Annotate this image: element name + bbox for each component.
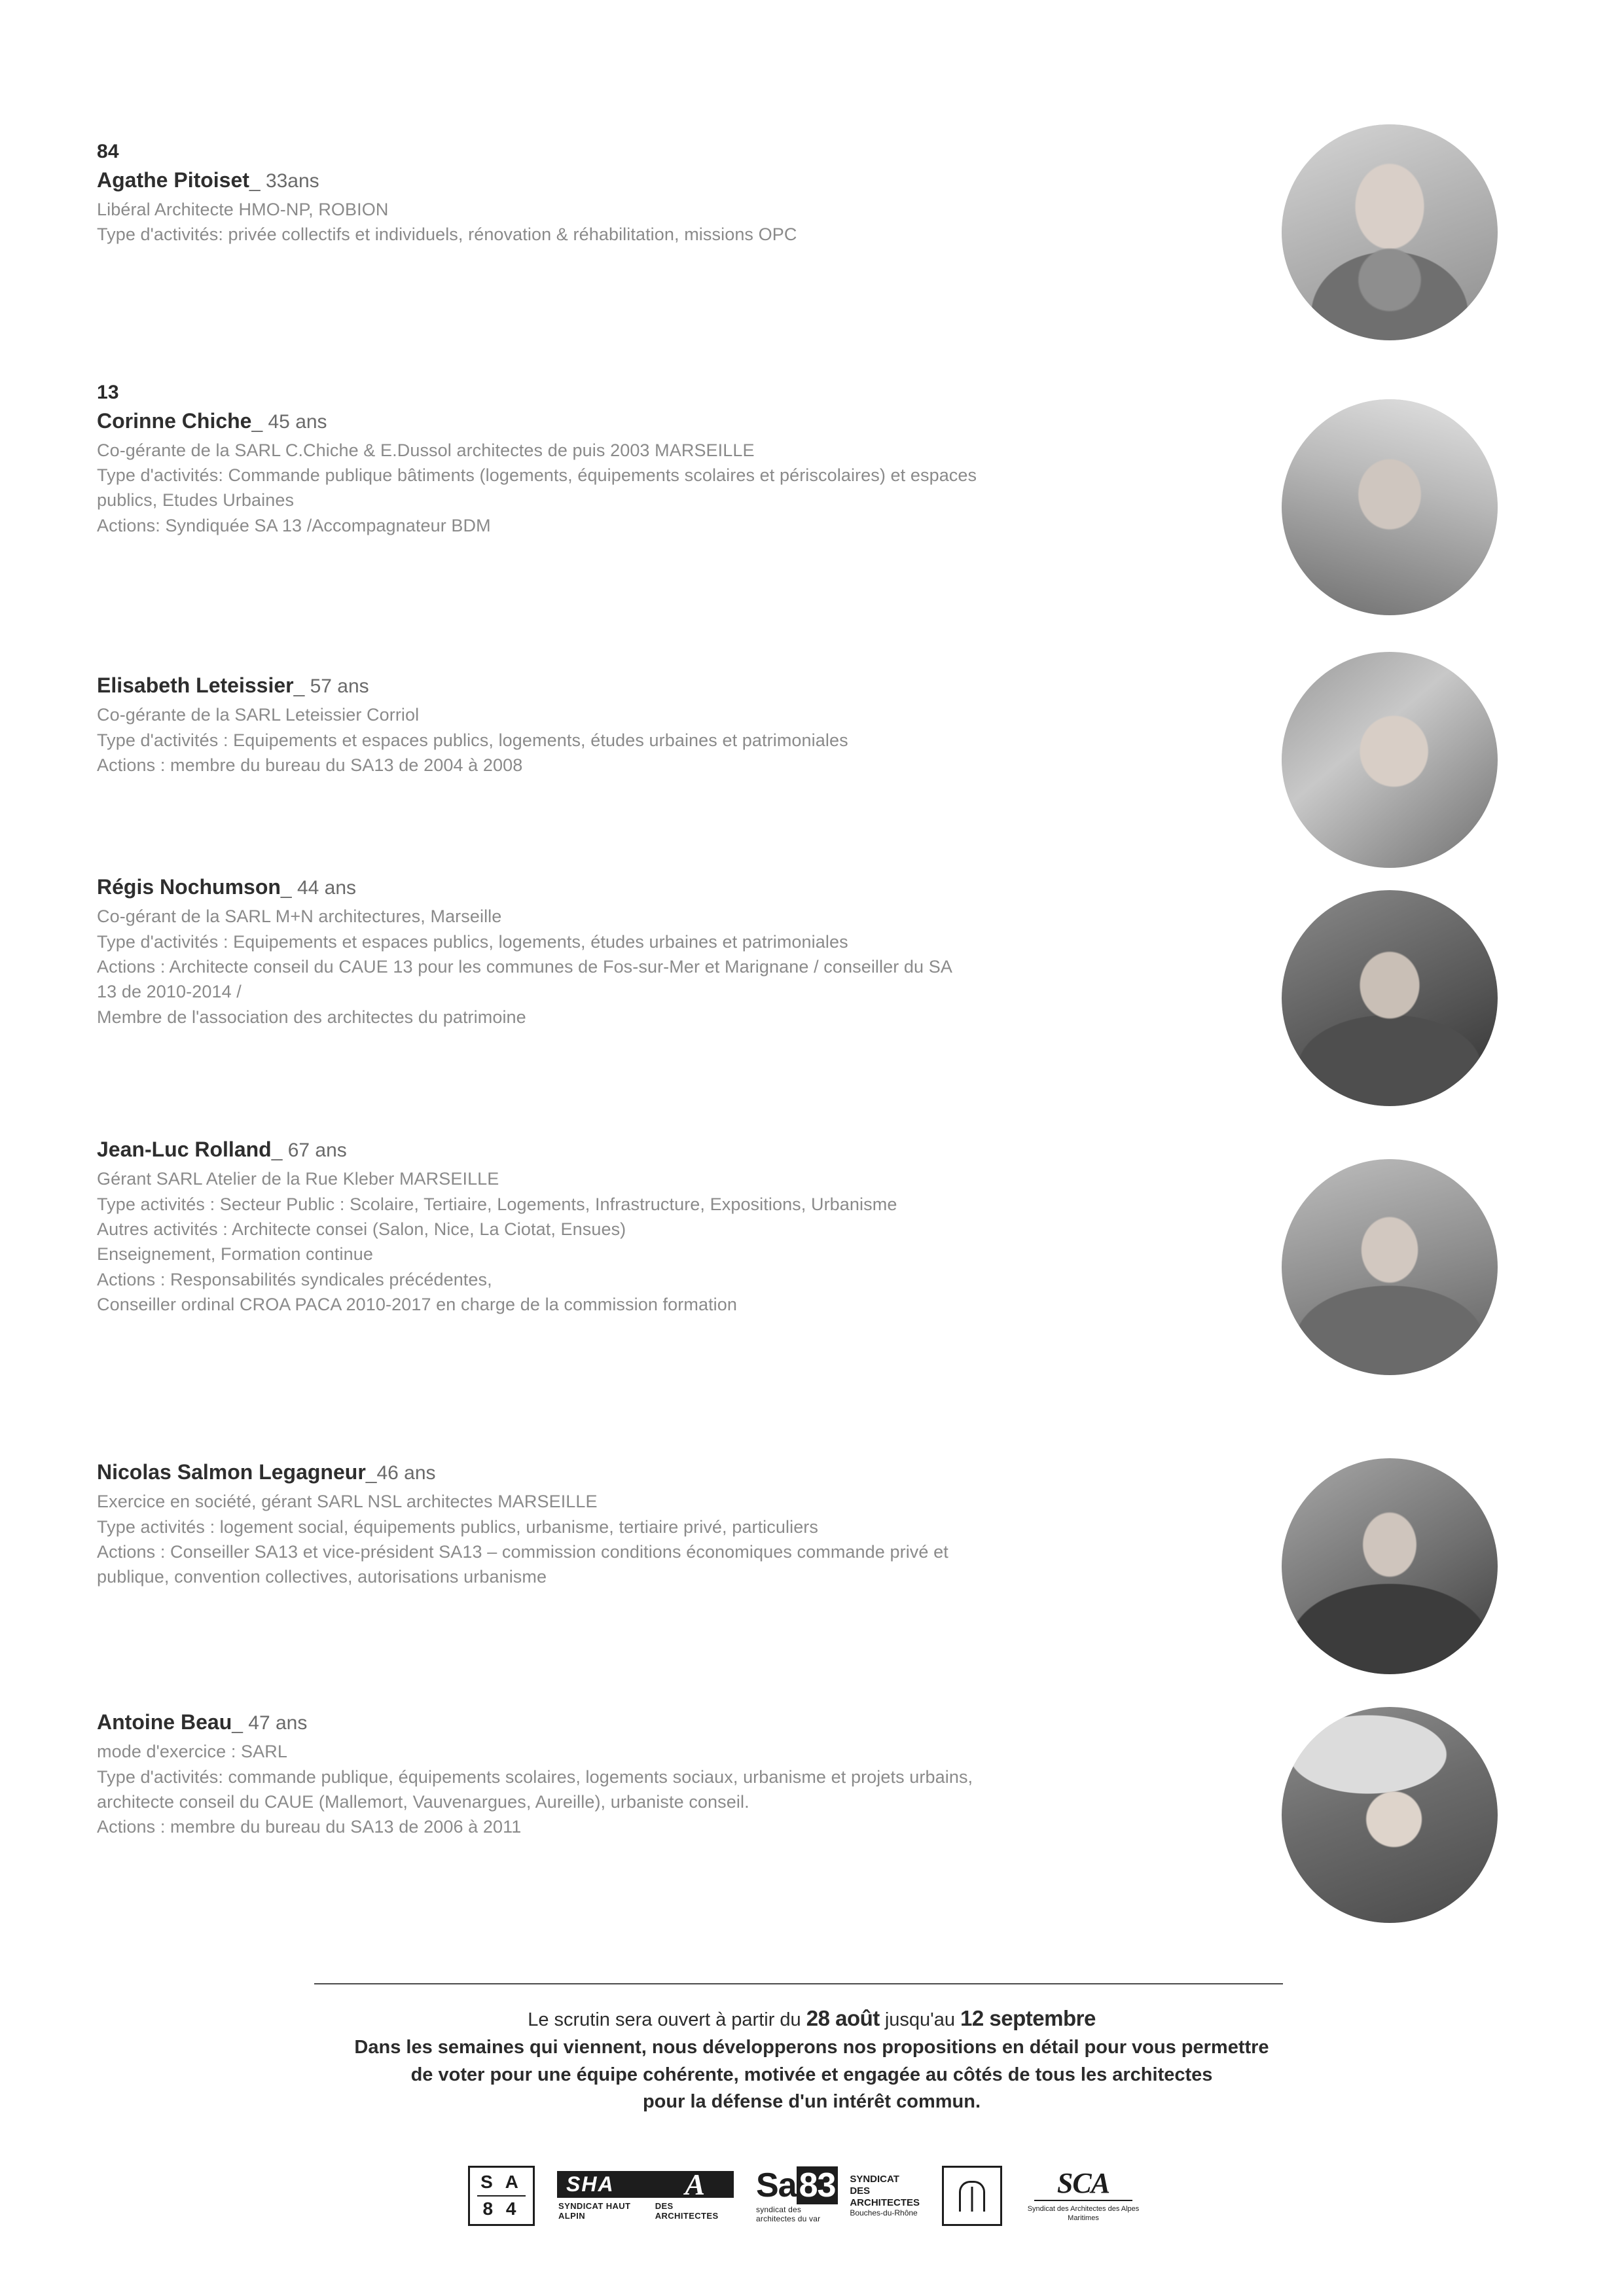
candidate-age: _ 44 ans [280,877,357,899]
candidate-text [97,672,1249,778]
candidate-detail-line: Enseignement, Formation continue [97,1244,373,1265]
portrait-corinne-chiche [1282,399,1498,615]
candidate-detail-line: Gérant SARL Atelier de la Rue Kleber MARSEILLE [97,1169,499,1189]
candidate-name-text: Jean-Luc Rolland [97,1138,272,1161]
candidate-name-text: Régis Nochumson [97,875,281,899]
footer-line1-pre: Le scrutin sera ouvert à partir du [528,2009,806,2030]
logo-sa13-words-mid: ARCHITECTES [850,2197,920,2208]
candidate-detail-line: Autres activités : Architecte consei (Salon, Nice, La Ciotat, Ensues) [97,1219,626,1239]
candidate-detail-line: Actions : Responsabilités syndicales précédentes, [97,1269,492,1289]
logo-sha-a-glyph: A [685,2168,706,2201]
logo-sa13-mark [756,2168,838,2202]
logo-sha-sub-left: SYNDICAT HAUT ALPIN [558,2201,631,2221]
logo-sa84-rule [477,2195,526,2197]
candidate-text [97,1458,1249,1590]
candidate-detail-line: Co-gérant de la SARL M+N architectures, Marseille [97,906,502,927]
candidate-age: _ 47 ans [232,1712,308,1734]
candidate-age: _ 67 ans [271,1139,347,1161]
candidate-detail-line: Type activités : logement social, équipements publics, urbanisme, tertiaire privé, particuliers [97,1516,818,1537]
department-number: 84 [97,141,119,162]
logo-sa13-words-small: Bouches-du-Rhône [850,2208,918,2218]
logo-sa84-top: S A [480,2172,522,2193]
portrait-elisabeth-leteissier [1282,652,1498,868]
footer-line1-mid: jusqu'au [879,2009,961,2030]
candidate-age: _46 ans [365,1462,436,1484]
candidate-name [97,873,1249,901]
candidate-name-text: Elisabeth Leteissier [97,673,294,697]
candidate-detail-line: Co-gérante de la SARL Leteissier Corriol [97,705,420,725]
candidate-detail-line: Type d'activités : Equipements et espaces publics, logements, études urbaines et patrimoniales [97,931,848,952]
candidate-detail-line: Actions : membre du bureau du SA13 de 2006 à 2011 [97,1817,522,1837]
footer-date-end: 12 septembre [960,2006,1096,2030]
portrait-agathe-pitoiset [1282,124,1498,340]
logo-sha-title-bar [557,2168,734,2201]
candidate-detail-line: Libéral Architecte HMO-NP, ROBION [97,199,389,219]
portrait-nicolas-salmon-legagneur [1282,1458,1498,1674]
candidate-name [97,1458,1249,1486]
logo-sa13-words [850,2174,920,2217]
logo-sha-sub-right: DES ARCHITECTES [655,2201,719,2221]
candidate-text [97,139,1249,247]
logo-sha-title: SHA [566,2172,615,2196]
candidate-detail-line: Membre de l'association des architectes du patrimoine [97,1007,526,1027]
candidate-age: _ 45 ans [251,410,327,433]
candidate-detail-line: Actions : Conseiller SA13 et vice-président SA13 – commission conditions économiques commande privé et [97,1541,948,1562]
department-number: 13 [97,382,119,403]
candidate-name [97,672,1249,700]
logo-sa13 [756,2166,920,2225]
portrait-image [1282,1159,1498,1375]
logo-sa13-caption: syndicat des architectes du var [756,2205,821,2223]
candidate-name [97,1136,1249,1164]
portrait-image [1282,1707,1498,1923]
portrait-image [1282,124,1498,340]
candidate-text [97,380,1249,538]
logo-sca-caption: Syndicat des Architectes des Alpes Maritimes [1027,2205,1140,2222]
candidate-name-text: Nicolas Salmon Legagneur [97,1460,366,1484]
logo-sa13-mark-right: 83 [797,2166,839,2204]
var-monument-icon [942,2166,1002,2226]
logo-strip [393,2160,1218,2232]
candidate-detail-line: Type d'activités: privée collectifs et individuels, rénovation & réhabilitation, missions OPC [97,224,797,245]
logo-sa13-words-top: SYNDICAT DES [850,2174,899,2197]
var-glyph [959,2181,985,2212]
candidate-detail-line: publics, Etudes Urbaines [97,490,295,511]
candidate-detail-line: Actions: Syndiquée SA 13 /Accompagnateur BDM [97,515,491,535]
footer-paragraph-line: pour la défense d'un intérêt commun. [642,2091,981,2113]
candidate-detail-line: Exercice en société, gérant SARL NSL architectes MARSEILLE [97,1492,598,1512]
candidate-name-text: Antoine Beau [97,1710,232,1734]
candidate-detail-line: Actions : membre du bureau du SA13 de 2004 à 2008 [97,755,523,775]
candidate-detail-line: Co-gérante de la SARL C.Chiche & E.Dussol architectes de puis 2003 MARSEILLE [97,440,755,460]
footer-vote-dates [223,2003,1401,2034]
footer-paragraph-line: Dans les semaines qui viennent, nous développerons nos propositions en détail pour vous permettre [354,2036,1269,2058]
candidate-name [97,1708,1249,1736]
logo-sa13-mark-left: Sa [756,2166,797,2204]
candidate-name-text: Corinne Chiche [97,408,252,433]
candidate-detail-line: mode d'exercice : SARL [97,1742,287,1762]
footer-date-start: 28 août [806,2006,880,2030]
candidate-name [97,407,1249,435]
portrait-antoine-beau [1282,1707,1498,1923]
candidate-detail-line: Type activités : Secteur Public : Scolaire, Tertiaire, Logements, Infrastructure, Expositions, Urbanisme [97,1194,897,1214]
portrait-jean-luc-rolland [1282,1159,1498,1375]
portrait-image [1282,1458,1498,1674]
candidate-text [97,873,1249,1030]
candidate-detail-line: 13 de 2010-2014 / [97,982,242,1002]
logo-sca [1024,2168,1142,2224]
candidate-detail-line: Type d'activités: Commande publique bâtiments (logements, équipements scolaires et périscolaires) et espaces [97,465,977,486]
candidate-age: _ 33ans [249,170,319,192]
logo-sca-script: SCA [1056,2167,1110,2200]
footer-divider [314,1983,1283,1984]
candidate-age: _ 57 ans [293,675,369,697]
footer-text [223,2003,1401,2116]
candidate-text [97,1708,1249,1840]
candidate-detail-line: Type d'activités : Equipements et espaces publics, logements, études urbaines et patrimoniales [97,730,848,750]
logo-sha-subtitle [557,2201,735,2221]
candidate-detail-line: Actions : Architecte conseil du CAUE 13 pour les communes de Fos-sur-Mer et Marignane / conseiller du SA [97,956,952,977]
candidate-name-text: Agathe Pitoiset [97,168,249,192]
portrait-image [1282,399,1498,615]
candidate-detail-line: Conseiller ordinal CROA PACA 2010-2017 en charge de la commission formation [97,1294,737,1314]
candidate-text [97,1136,1249,1317]
candidate-detail-line: Type d'activités: commande publique, équipements scolaires, logements sociaux, urbanisme et projets urbains, [97,1767,973,1787]
logo-sha-haut-alpin [557,2168,734,2224]
candidate-detail-line: architecte conseil du CAUE (Mallemort, Vauvenargues, Aureille), urbaniste conseil. [97,1791,749,1812]
candidate-name [97,166,1249,194]
portrait-image [1282,890,1498,1106]
footer-paragraph-line: de voter pour une équipe cohérente, motivée et engagée au côtés de tous les architectes [410,2064,1213,2085]
logo-sa84-bottom: 8 4 [482,2198,520,2219]
logo-sa84 [468,2166,535,2226]
portrait-regis-nochumson [1282,890,1498,1106]
logo-sa13-mark-col [756,2168,842,2223]
candidate-detail-line: publique, convention collectives, autorisations urbanisme [97,1567,547,1587]
portrait-image [1282,652,1498,868]
logo-sca-rule [1034,2200,1132,2201]
